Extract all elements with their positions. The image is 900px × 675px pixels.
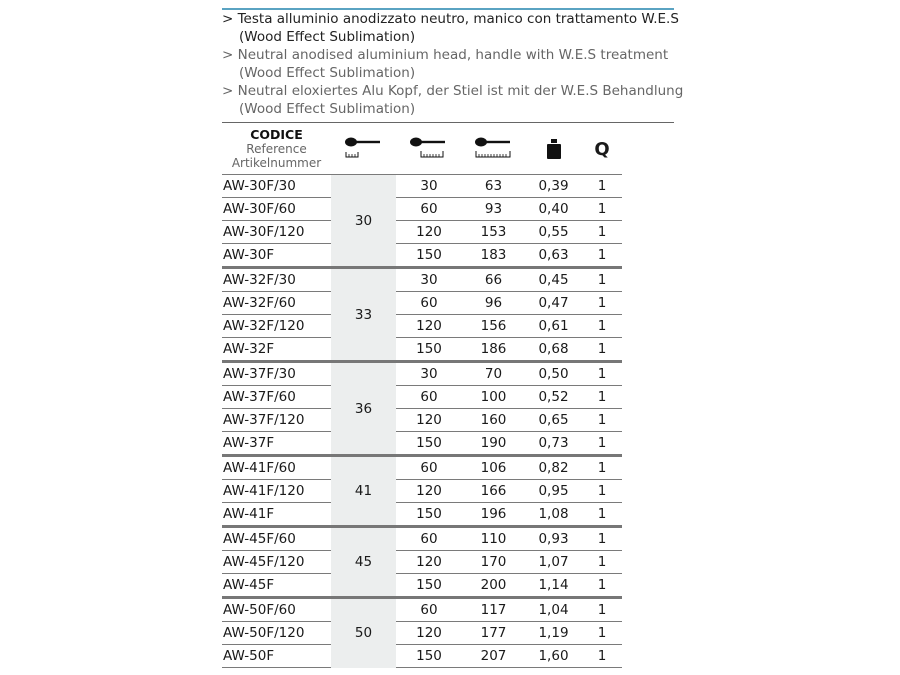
head-width-cell: 30 — [331, 175, 396, 268]
weight-cell: 0,95 — [525, 480, 582, 503]
header-code — [222, 124, 331, 175]
description-line: > Testa alluminio anodizzato neutro, manico con trattamento W.E.S — [222, 11, 679, 27]
table-row — [222, 198, 622, 221]
quantity-cell: 1 — [582, 175, 622, 198]
total-length-cell: 100 — [462, 386, 525, 409]
head-width-cell: 45 — [331, 527, 396, 598]
head-width-cell: 33 — [331, 268, 396, 362]
description-italian — [222, 10, 679, 46]
code-cell: AW-30F/30 — [222, 175, 331, 198]
table-row — [222, 574, 622, 598]
total-length-cell: 186 — [462, 338, 525, 362]
description-line: (Wood Effect Sublimation) — [239, 65, 416, 81]
table-row — [222, 622, 622, 645]
weight-cell: 0,47 — [525, 292, 582, 315]
handle-length-cell: 150 — [396, 338, 462, 362]
head-width-cell: 41 — [331, 456, 396, 527]
handle-length-cell: 150 — [396, 645, 462, 668]
table-row — [222, 268, 622, 292]
table-row — [222, 432, 622, 456]
description-divider — [222, 122, 674, 123]
weight-icon — [544, 136, 564, 162]
quantity-cell: 1 — [582, 292, 622, 315]
handle-length-cell: 30 — [396, 268, 462, 292]
total-length-cell: 190 — [462, 432, 525, 456]
code-cell: AW-30F — [222, 244, 331, 268]
code-cell: AW-37F/30 — [222, 362, 331, 386]
code-cell: AW-45F/60 — [222, 527, 331, 551]
description-line: > Neutral anodised aluminium head, handle with W.E.S treatment — [222, 47, 669, 63]
total-length-cell: 153 — [462, 221, 525, 244]
header-article-label: Artikelnummer — [231, 156, 322, 170]
quantity-cell: 1 — [582, 456, 622, 480]
total-length-cell: 117 — [462, 598, 525, 622]
code-cell: AW-30F/60 — [222, 198, 331, 221]
total-length-cell: 207 — [462, 645, 525, 668]
quantity-cell: 1 — [582, 598, 622, 622]
handle-length-cell: 120 — [396, 409, 462, 432]
weight-cell: 1,04 — [525, 598, 582, 622]
code-cell: AW-50F/60 — [222, 598, 331, 622]
handle-length-cell: 60 — [396, 527, 462, 551]
table-row — [222, 551, 622, 574]
table-row — [222, 598, 622, 622]
description-line: (Wood Effect Sublimation) — [239, 29, 416, 45]
code-cell: AW-32F — [222, 338, 331, 362]
quantity-cell: 1 — [582, 551, 622, 574]
header-reference-label: Reference — [246, 142, 307, 156]
weight-cell: 0,68 — [525, 338, 582, 362]
description-line: (Wood Effect Sublimation) — [239, 101, 416, 117]
quantity-cell: 1 — [582, 432, 622, 456]
total-length-cell: 166 — [462, 480, 525, 503]
code-cell: AW-41F/120 — [222, 480, 331, 503]
handle-length-cell: 60 — [396, 292, 462, 315]
weight-cell: 0,65 — [525, 409, 582, 432]
header-handle-length — [396, 124, 462, 175]
quantity-cell: 1 — [582, 622, 622, 645]
handle-length-cell: 60 — [396, 386, 462, 409]
weight-cell: 0,39 — [525, 175, 582, 198]
table-body — [222, 175, 622, 668]
weight-cell: 1,19 — [525, 622, 582, 645]
total-length-cell: 196 — [462, 503, 525, 527]
weight-cell: 0,73 — [525, 432, 582, 456]
code-cell: AW-32F/30 — [222, 268, 331, 292]
weight-cell: 0,61 — [525, 315, 582, 338]
handle-length-cell: 30 — [396, 175, 462, 198]
handle-length-cell: 30 — [396, 362, 462, 386]
handle-length-cell: 120 — [396, 315, 462, 338]
handle-length-cell: 150 — [396, 503, 462, 527]
weight-cell: 0,40 — [525, 198, 582, 221]
total-length-cell: 110 — [462, 527, 525, 551]
quantity-cell: 1 — [582, 221, 622, 244]
weight-cell: 0,93 — [525, 527, 582, 551]
quantity-cell: 1 — [582, 362, 622, 386]
handle-length-cell: 120 — [396, 221, 462, 244]
description-english — [222, 46, 674, 82]
table-row — [222, 503, 622, 527]
code-cell: AW-45F/120 — [222, 551, 331, 574]
table-row — [222, 244, 622, 268]
table-row — [222, 175, 622, 198]
quantity-cell: 1 — [582, 386, 622, 409]
quantity-cell: 1 — [582, 338, 622, 362]
code-cell: AW-41F — [222, 503, 331, 527]
header-weight — [525, 124, 582, 175]
weight-cell: 0,50 — [525, 362, 582, 386]
quantity-cell: 1 — [582, 574, 622, 598]
total-length-cell: 66 — [462, 268, 525, 292]
quantity-cell: 1 — [582, 268, 622, 292]
header-q-label: Q — [594, 138, 610, 160]
code-cell: AW-50F — [222, 645, 331, 668]
weight-cell: 0,82 — [525, 456, 582, 480]
header-total-length — [462, 124, 525, 175]
code-cell: AW-32F/120 — [222, 315, 331, 338]
table-row — [222, 315, 622, 338]
head-width-icon — [344, 136, 384, 162]
table-row — [222, 409, 622, 432]
code-cell: AW-41F/60 — [222, 456, 331, 480]
handle-length-cell: 60 — [396, 456, 462, 480]
handle-length-cell: 120 — [396, 622, 462, 645]
header-quantity — [582, 124, 622, 175]
quantity-cell: 1 — [582, 527, 622, 551]
description-german — [222, 82, 684, 118]
weight-cell: 0,63 — [525, 244, 582, 268]
code-cell: AW-37F — [222, 432, 331, 456]
handle-length-cell: 150 — [396, 432, 462, 456]
handle-length-icon — [409, 136, 449, 162]
quantity-cell: 1 — [582, 503, 622, 527]
code-cell: AW-30F/120 — [222, 221, 331, 244]
weight-cell: 1,08 — [525, 503, 582, 527]
table-header — [222, 124, 622, 175]
quantity-cell: 1 — [582, 198, 622, 221]
weight-cell: 1,07 — [525, 551, 582, 574]
total-length-cell: 70 — [462, 362, 525, 386]
total-length-cell: 156 — [462, 315, 525, 338]
handle-length-cell: 150 — [396, 574, 462, 598]
handle-length-cell: 150 — [396, 244, 462, 268]
quantity-cell: 1 — [582, 244, 622, 268]
code-cell: AW-37F/60 — [222, 386, 331, 409]
weight-cell: 0,52 — [525, 386, 582, 409]
total-length-cell: 93 — [462, 198, 525, 221]
weight-cell: 1,60 — [525, 645, 582, 668]
total-length-cell: 200 — [462, 574, 525, 598]
weight-cell: 1,14 — [525, 574, 582, 598]
head-width-cell: 36 — [331, 362, 396, 456]
head-width-cell: 50 — [331, 598, 396, 668]
description-line: > Neutral eloxiertes Alu Kopf, der Stiel ist mit der W.E.S Behandlung — [222, 83, 684, 99]
table-row — [222, 386, 622, 409]
table-row — [222, 456, 622, 480]
total-length-cell: 183 — [462, 244, 525, 268]
header-code-label: CODICE — [250, 127, 303, 142]
table-row — [222, 221, 622, 244]
code-cell: AW-37F/120 — [222, 409, 331, 432]
total-length-cell: 177 — [462, 622, 525, 645]
total-length-cell: 170 — [462, 551, 525, 574]
handle-length-cell: 60 — [396, 198, 462, 221]
quantity-cell: 1 — [582, 645, 622, 668]
total-length-cell: 63 — [462, 175, 525, 198]
code-cell: AW-50F/120 — [222, 622, 331, 645]
weight-cell: 0,55 — [525, 221, 582, 244]
description — [222, 8, 684, 118]
handle-length-cell: 60 — [396, 598, 462, 622]
table-row — [222, 480, 622, 503]
handle-length-cell: 120 — [396, 551, 462, 574]
spec-table — [222, 124, 622, 668]
weight-cell: 0,45 — [525, 268, 582, 292]
header-head-width — [331, 124, 396, 175]
table-row — [222, 527, 622, 551]
total-length-icon — [474, 136, 514, 162]
total-length-cell: 106 — [462, 456, 525, 480]
total-length-cell: 96 — [462, 292, 525, 315]
total-length-cell: 160 — [462, 409, 525, 432]
quantity-cell: 1 — [582, 315, 622, 338]
table-row — [222, 362, 622, 386]
table-row — [222, 645, 622, 668]
code-cell: AW-32F/60 — [222, 292, 331, 315]
table-row — [222, 338, 622, 362]
code-cell: AW-45F — [222, 574, 331, 598]
quantity-cell: 1 — [582, 409, 622, 432]
quantity-cell: 1 — [582, 480, 622, 503]
table-row — [222, 292, 622, 315]
handle-length-cell: 120 — [396, 480, 462, 503]
